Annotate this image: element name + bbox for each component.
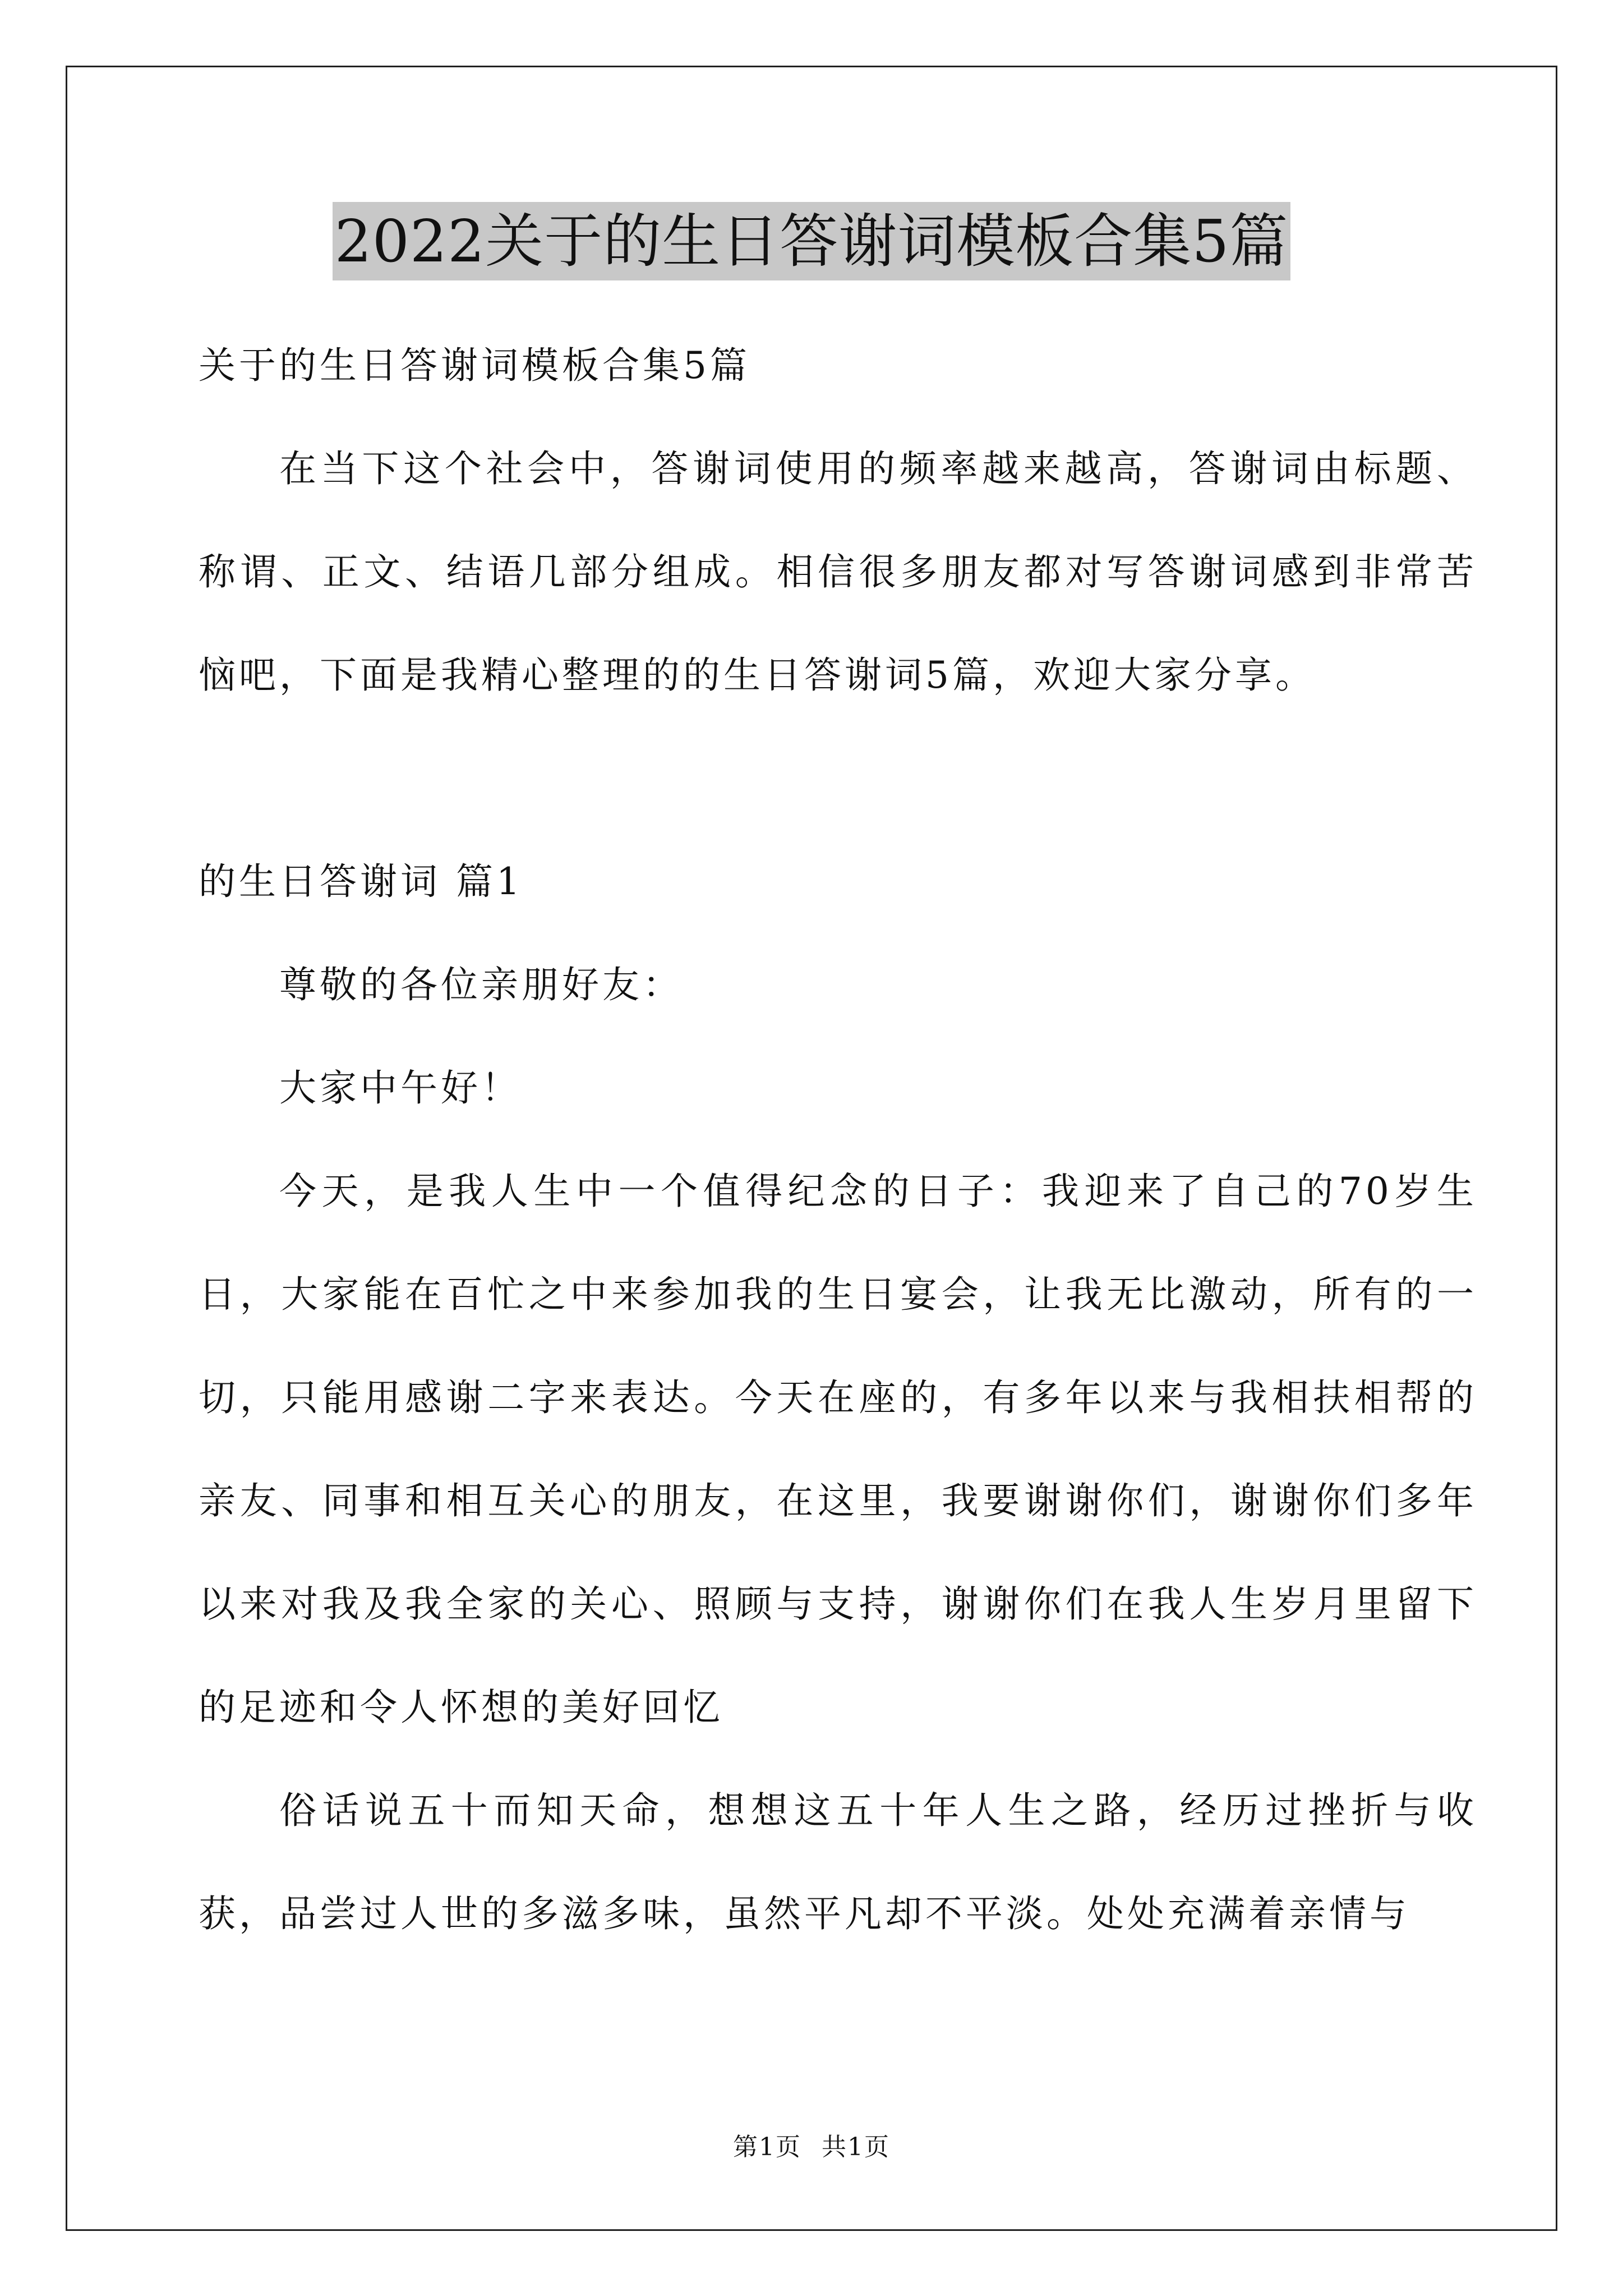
- page-number: 第1页: [733, 2133, 801, 2161]
- paragraph-gap: [199, 727, 1477, 830]
- section-heading: 的生日答谢词 篇1: [199, 860, 523, 903]
- body-paragraph: 俗话说五十而知天命，想想这五十年人生之路，经历过挫折与收获，品尝过人世的多滋多味，虽然平凡却不平淡。处处充满着亲情与: [199, 1789, 1477, 1935]
- body-paragraph: 今天，是我人生中一个值得纪念的日子：我迎来了自己的70岁生日，大家能在百忙之中来参加我的生日宴会，让我无比激动，所有的一切，只能用感谢二字来表达。今天在座的，有多年以来与我相扶相帮的亲友、同事和相互关心的朋友，在这里，我要谢谢你们，谢谢你们多年以来对我及我全家的关心、照顾与支持，谢谢你们在我人生岁月里留下的足迹和令人怀想的美好回忆: [199, 1170, 1477, 1729]
- salutation: 尊敬的各位亲朋好友：: [279, 963, 683, 1006]
- page-footer: [0, 2131, 1623, 2164]
- document-title: 2022关于的生日答谢词模板合集5篇: [333, 202, 1291, 280]
- document-body: [199, 314, 1477, 1966]
- greeting: 大家中午好！: [279, 1066, 522, 1110]
- page-total: 共1页: [822, 2133, 890, 2161]
- title-container: [0, 202, 1623, 280]
- document-subtitle: 关于的生日答谢词模板合集5篇: [199, 344, 750, 387]
- intro-paragraph: 在当下这个社会中，答谢词使用的频率越来越高，答谢词由标题、称谓、正文、结语几部分组成。相信很多朋友都对写答谢词感到非常苦恼吧，下面是我精心整理的的生日答谢词5篇，欢迎大家分享。: [199, 447, 1477, 697]
